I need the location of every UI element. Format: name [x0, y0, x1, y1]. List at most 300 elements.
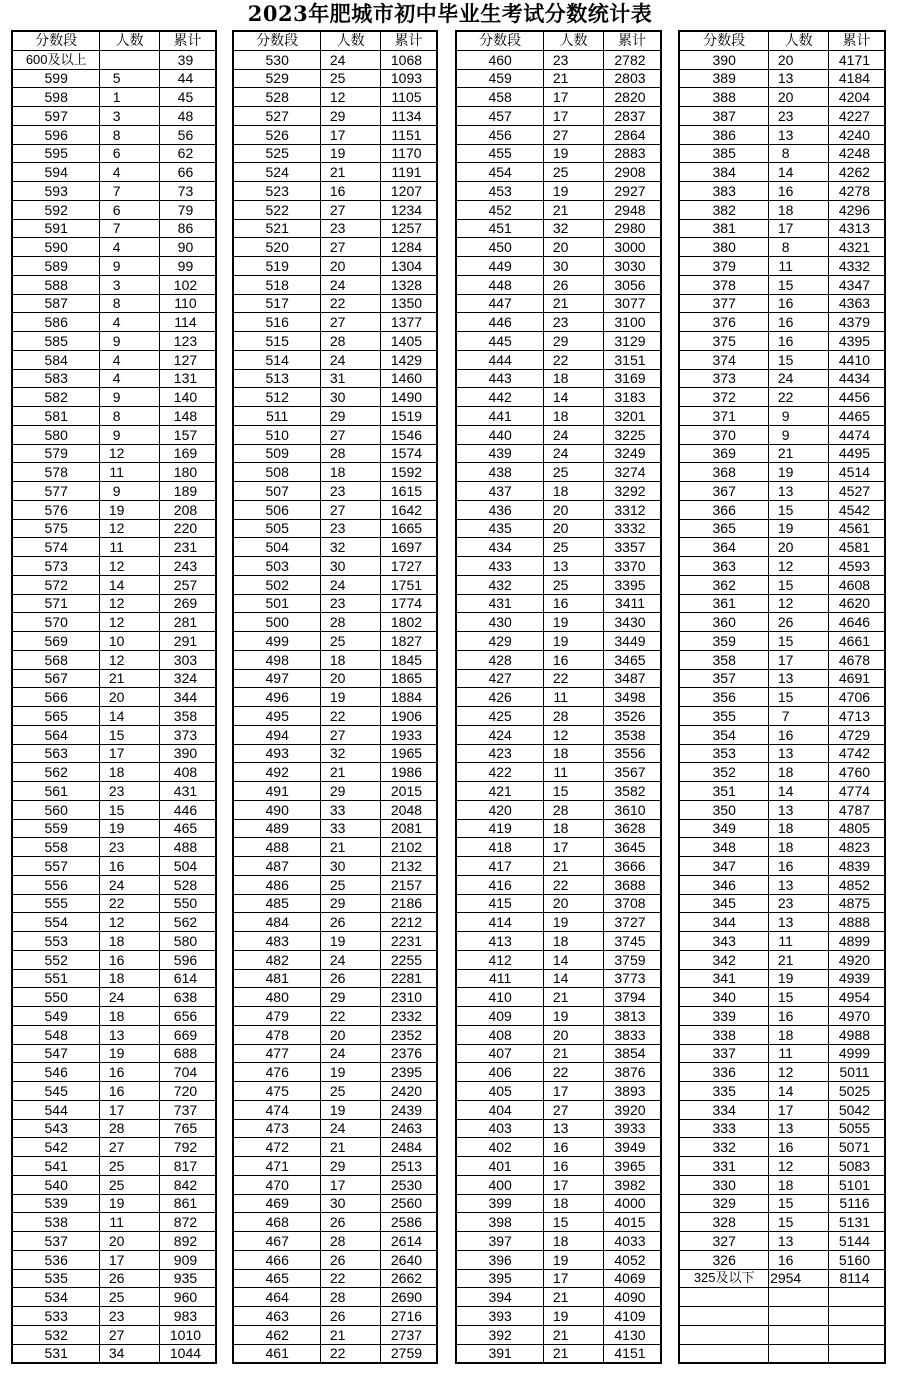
header-cumulative: 累计 [828, 31, 885, 50]
table-row [679, 50, 885, 69]
cumulative-cell: 4954 [828, 988, 885, 1007]
table-row [456, 613, 661, 632]
count-cell: 30 [544, 257, 604, 276]
score-cell: 363 [679, 557, 769, 576]
score-cell: 542 [12, 1138, 100, 1157]
cumulative-cell: 1727 [380, 557, 437, 576]
score-cell: 451 [456, 219, 544, 238]
table-row [233, 763, 437, 782]
cumulative-cell: 3056 [603, 275, 661, 294]
table-row [679, 800, 885, 819]
count-cell: 20 [321, 1025, 381, 1044]
table-row [456, 182, 661, 201]
table-row [233, 688, 437, 707]
header-score-range: 分数段 [456, 31, 544, 50]
cumulative-cell: 4875 [828, 894, 885, 913]
score-cell: 550 [12, 988, 100, 1007]
cumulative-cell: 4069 [603, 1269, 661, 1288]
score-cell: 474 [233, 1100, 321, 1119]
cumulative-cell: 189 [159, 482, 216, 501]
count-cell: 25 [544, 463, 604, 482]
count-cell: 15 [544, 782, 604, 801]
table-row [12, 1232, 216, 1251]
cumulative-cell: 3982 [603, 1175, 661, 1194]
score-cell: 385 [679, 144, 769, 163]
table-row [456, 107, 661, 126]
count-cell: 14 [100, 707, 160, 726]
count-cell: 12 [100, 519, 160, 538]
table-row [233, 88, 437, 107]
table-row [456, 369, 661, 388]
score-cell: 347 [679, 857, 769, 876]
table-row [679, 407, 885, 426]
table-row [12, 444, 216, 463]
count-cell: 30 [321, 857, 381, 876]
count-cell: 15 [769, 575, 829, 594]
cumulative-cell: 638 [159, 988, 216, 1007]
table-row [233, 1063, 437, 1082]
count-cell: 15 [769, 632, 829, 651]
count-cell: 16 [769, 857, 829, 876]
score-cell: 326 [679, 1250, 769, 1269]
score-table-panel-3 [455, 30, 662, 1364]
score-cell: 410 [456, 988, 544, 1007]
cumulative-cell: 1845 [380, 650, 437, 669]
count-cell: 18 [544, 1232, 604, 1251]
cumulative-cell: 4090 [603, 1288, 661, 1307]
score-cell: 553 [12, 932, 100, 951]
cumulative-cell: 5055 [828, 1119, 885, 1138]
count-cell: 24 [321, 1119, 381, 1138]
score-cell: 434 [456, 538, 544, 557]
score-cell: 531 [12, 1344, 100, 1363]
table-row [679, 650, 885, 669]
score-cell: 519 [233, 257, 321, 276]
cumulative-cell: 373 [159, 725, 216, 744]
score-cell: 412 [456, 950, 544, 969]
table-row [679, 819, 885, 838]
table-row [233, 1269, 437, 1288]
count-cell: 27 [321, 238, 381, 257]
table-row [12, 182, 216, 201]
score-cell: 408 [456, 1025, 544, 1044]
table-row [12, 1025, 216, 1044]
score-cell: 525 [233, 144, 321, 163]
score-cell: 533 [12, 1307, 100, 1326]
table-row [456, 1063, 661, 1082]
cumulative-cell: 431 [159, 782, 216, 801]
table-row [233, 950, 437, 969]
table-row [679, 500, 885, 519]
score-cell: 530 [233, 50, 321, 69]
score-cell: 416 [456, 875, 544, 894]
table-row [233, 350, 437, 369]
score-cell: 420 [456, 800, 544, 819]
table-row [456, 950, 661, 969]
table-row [233, 669, 437, 688]
cumulative-cell: 1615 [380, 482, 437, 501]
count-cell: 19 [321, 932, 381, 951]
cumulative-cell: 4130 [603, 1325, 661, 1344]
score-cell: 545 [12, 1082, 100, 1101]
score-cell: 426 [456, 688, 544, 707]
cumulative-cell: 4000 [603, 1194, 661, 1213]
count-cell: 9 [100, 332, 160, 351]
count-cell: 23 [100, 838, 160, 857]
cumulative-cell: 4661 [828, 632, 885, 651]
table-row [679, 463, 885, 482]
cumulative-cell: 4999 [828, 1044, 885, 1063]
score-cell: 592 [12, 200, 100, 219]
score-cell: 575 [12, 519, 100, 538]
score-cell: 332 [679, 1138, 769, 1157]
cumulative-cell: 3332 [603, 519, 661, 538]
table-row [233, 1232, 437, 1251]
score-cell: 367 [679, 482, 769, 501]
table-row [12, 913, 216, 932]
count-cell: 8 [769, 238, 829, 257]
cumulative-cell: 2310 [380, 988, 437, 1007]
cumulative-cell: 720 [159, 1082, 216, 1101]
cumulative-cell: 4395 [828, 332, 885, 351]
table-row [233, 200, 437, 219]
count-cell: 27 [321, 200, 381, 219]
score-cell: 568 [12, 650, 100, 669]
table-row [12, 519, 216, 538]
score-cell: 375 [679, 332, 769, 351]
score-cell: 527 [233, 107, 321, 126]
count-cell: 18 [769, 1025, 829, 1044]
count-cell: 12 [100, 444, 160, 463]
table-row [456, 1100, 661, 1119]
score-cell: 578 [12, 463, 100, 482]
count-cell: 28 [321, 1288, 381, 1307]
count-cell: 16 [769, 1250, 829, 1269]
table-row [679, 388, 885, 407]
count-cell: 9 [100, 425, 160, 444]
score-cell: 343 [679, 932, 769, 951]
table-row [679, 425, 885, 444]
score-cell: 537 [12, 1232, 100, 1251]
cumulative-cell: 281 [159, 613, 216, 632]
score-cell: 469 [233, 1194, 321, 1213]
cumulative-cell: 2803 [603, 69, 661, 88]
cumulative-cell: 669 [159, 1025, 216, 1044]
count-cell: 23 [769, 107, 829, 126]
table-row [233, 1138, 437, 1157]
score-cell: 513 [233, 369, 321, 388]
score-cell: 528 [233, 88, 321, 107]
score-cell: 370 [679, 425, 769, 444]
score-cell: 439 [456, 444, 544, 463]
score-cell: 390 [679, 50, 769, 69]
cumulative-cell: 2157 [380, 875, 437, 894]
cumulative-cell: 1257 [380, 219, 437, 238]
cumulative-cell: 86 [159, 219, 216, 238]
cumulative-cell: 169 [159, 444, 216, 463]
header-row [679, 31, 885, 50]
table-row [12, 988, 216, 1007]
score-cell: 582 [12, 388, 100, 407]
cumulative-cell: 842 [159, 1175, 216, 1194]
cumulative-cell: 3487 [603, 669, 661, 688]
count-cell: 17 [544, 1269, 604, 1288]
count-cell: 28 [544, 707, 604, 726]
count-cell: 31 [321, 369, 381, 388]
table-row [233, 1194, 437, 1213]
cumulative-cell: 4593 [828, 557, 885, 576]
table-row [233, 107, 437, 126]
count-cell: 13 [544, 557, 604, 576]
score-cell: 516 [233, 313, 321, 332]
table-row [233, 182, 437, 201]
score-cell: 403 [456, 1119, 544, 1138]
cumulative-cell: 4581 [828, 538, 885, 557]
cumulative-cell: 3833 [603, 1025, 661, 1044]
count-cell: 30 [321, 557, 381, 576]
cumulative-cell: 3370 [603, 557, 661, 576]
cumulative-cell: 872 [159, 1213, 216, 1232]
cumulative-cell: 4347 [828, 275, 885, 294]
count-cell: 12 [100, 557, 160, 576]
count-cell: 14 [100, 575, 160, 594]
count-cell: 19 [321, 1100, 381, 1119]
table-row [233, 1044, 437, 1063]
score-cell: 337 [679, 1044, 769, 1063]
count-cell: 12 [100, 913, 160, 932]
cumulative-cell: 688 [159, 1044, 216, 1063]
cumulative-cell: 2231 [380, 932, 437, 951]
table-row [233, 125, 437, 144]
count-cell: 13 [100, 1025, 160, 1044]
count-cell: 19 [544, 632, 604, 651]
score-cell: 339 [679, 1007, 769, 1026]
cumulative-cell: 1697 [380, 538, 437, 557]
table-row [679, 125, 885, 144]
score-cell: 486 [233, 875, 321, 894]
cumulative-cell: 656 [159, 1007, 216, 1026]
count-cell: 29 [321, 782, 381, 801]
cumulative-cell: 1068 [380, 50, 437, 69]
count-cell: 16 [321, 182, 381, 201]
cumulative-cell: 180 [159, 463, 216, 482]
count-cell: 25 [321, 1082, 381, 1101]
count-cell: 21 [321, 838, 381, 857]
count-cell: 17 [544, 1082, 604, 1101]
score-cell: 470 [233, 1175, 321, 1194]
cumulative-cell: 2586 [380, 1213, 437, 1232]
score-cell: 428 [456, 650, 544, 669]
score-cell: 379 [679, 257, 769, 276]
count-cell: 21 [321, 1138, 381, 1157]
cumulative-cell: 5131 [828, 1213, 885, 1232]
cumulative-cell: 488 [159, 838, 216, 857]
cumulative-cell: 8114 [828, 1269, 885, 1288]
table-row [456, 125, 661, 144]
score-cell: 354 [679, 725, 769, 744]
table-row [679, 1250, 885, 1269]
cumulative-cell: 4262 [828, 163, 885, 182]
table-row [679, 669, 885, 688]
table-row [12, 1119, 216, 1138]
table-row [233, 163, 437, 182]
count-cell: 15 [544, 1213, 604, 1232]
score-cell: 362 [679, 575, 769, 594]
count-cell: 19 [544, 913, 604, 932]
count-cell: 20 [100, 688, 160, 707]
table-row [679, 1100, 885, 1119]
cumulative-cell: 1906 [380, 707, 437, 726]
table-row [12, 1344, 216, 1363]
count-cell: 21 [321, 763, 381, 782]
count-cell: 18 [544, 932, 604, 951]
cumulative-cell: 79 [159, 200, 216, 219]
score-cell: 593 [12, 182, 100, 201]
cumulative-cell: 2640 [380, 1250, 437, 1269]
score-cell: 570 [12, 613, 100, 632]
score-cell: 454 [456, 163, 544, 182]
table-row [233, 538, 437, 557]
table-row [233, 894, 437, 913]
table-row [12, 838, 216, 857]
cumulative-cell: 3526 [603, 707, 661, 726]
cumulative-cell [828, 1288, 885, 1307]
score-cell: 478 [233, 1025, 321, 1044]
table-row [456, 763, 661, 782]
count-cell: 13 [769, 125, 829, 144]
cumulative-cell: 3854 [603, 1044, 661, 1063]
count-cell: 28 [544, 800, 604, 819]
cumulative-cell: 562 [159, 913, 216, 932]
cumulative-cell: 1328 [380, 275, 437, 294]
cumulative-cell: 2980 [603, 219, 661, 238]
cumulative-cell: 4970 [828, 1007, 885, 1026]
score-cell: 407 [456, 1044, 544, 1063]
count-cell: 11 [100, 1213, 160, 1232]
score-cell: 445 [456, 332, 544, 351]
cumulative-cell: 3000 [603, 238, 661, 257]
table-row [679, 594, 885, 613]
score-cell: 504 [233, 538, 321, 557]
score-cell: 352 [679, 763, 769, 782]
cumulative-cell: 4204 [828, 88, 885, 107]
count-cell: 28 [100, 1119, 160, 1138]
count-cell: 14 [544, 388, 604, 407]
cumulative-cell: 2782 [603, 50, 661, 69]
count-cell: 11 [100, 463, 160, 482]
table-row [456, 707, 661, 726]
count-cell: 29 [321, 1157, 381, 1176]
score-cell: 384 [679, 163, 769, 182]
score-cell: 500 [233, 613, 321, 632]
table-row [233, 1288, 437, 1307]
table-row [12, 200, 216, 219]
cumulative-cell: 1044 [159, 1344, 216, 1363]
cumulative-cell: 4171 [828, 50, 885, 69]
score-cell: 383 [679, 182, 769, 201]
table-row [12, 1250, 216, 1269]
table-row [679, 519, 885, 538]
cumulative-cell: 3688 [603, 875, 661, 894]
count-cell: 23 [321, 594, 381, 613]
count-cell: 16 [544, 1157, 604, 1176]
cumulative-cell: 4920 [828, 950, 885, 969]
count-cell: 30 [321, 1194, 381, 1213]
table-row [679, 782, 885, 801]
cumulative-cell: 114 [159, 313, 216, 332]
count-cell: 22 [321, 1269, 381, 1288]
table-row [456, 875, 661, 894]
table-row [233, 1025, 437, 1044]
count-cell: 19 [769, 969, 829, 988]
count-cell: 23 [769, 894, 829, 913]
count-cell: 27 [100, 1138, 160, 1157]
count-cell: 19 [544, 182, 604, 201]
count-cell: 13 [544, 1119, 604, 1138]
cumulative-cell: 983 [159, 1307, 216, 1326]
score-cell: 551 [12, 969, 100, 988]
count-cell: 25 [544, 538, 604, 557]
table-row [456, 1007, 661, 1026]
count-cell: 25 [100, 1175, 160, 1194]
count-cell: 19 [100, 1194, 160, 1213]
cumulative-cell: 4465 [828, 407, 885, 426]
cumulative-cell: 208 [159, 500, 216, 519]
table-row [456, 1288, 661, 1307]
score-cell: 452 [456, 200, 544, 219]
score-cell: 423 [456, 744, 544, 763]
score-cell: 450 [456, 238, 544, 257]
score-cell: 341 [679, 969, 769, 988]
table-row [679, 1307, 885, 1326]
table-row [679, 238, 885, 257]
table-row [679, 538, 885, 557]
count-cell: 24 [321, 575, 381, 594]
cumulative-cell: 2927 [603, 182, 661, 201]
header-score-range: 分数段 [12, 31, 100, 50]
table-row [12, 313, 216, 332]
cumulative-cell: 1151 [380, 125, 437, 144]
score-cell: 588 [12, 275, 100, 294]
score-cell: 395 [456, 1269, 544, 1288]
table-row [12, 88, 216, 107]
table-row [12, 1063, 216, 1082]
table-row [679, 1082, 885, 1101]
score-cell: 429 [456, 632, 544, 651]
score-cell: 489 [233, 819, 321, 838]
score-cell: 572 [12, 575, 100, 594]
table-row [233, 313, 437, 332]
score-cell: 529 [233, 69, 321, 88]
table-row [679, 932, 885, 951]
score-cell: 369 [679, 444, 769, 463]
header-row [12, 31, 216, 50]
score-cell: 433 [456, 557, 544, 576]
score-cell: 589 [12, 257, 100, 276]
table-row [12, 1157, 216, 1176]
table-row [12, 1175, 216, 1194]
score-cell: 411 [456, 969, 544, 988]
score-table-panel-2 [232, 30, 438, 1364]
cumulative-cell: 3920 [603, 1100, 661, 1119]
cumulative-cell: 3449 [603, 632, 661, 651]
table-row [679, 482, 885, 501]
cumulative-cell: 4109 [603, 1307, 661, 1326]
count-cell: 8 [100, 125, 160, 144]
table-row [679, 857, 885, 876]
count-cell: 7 [769, 707, 829, 726]
count-cell: 17 [769, 650, 829, 669]
